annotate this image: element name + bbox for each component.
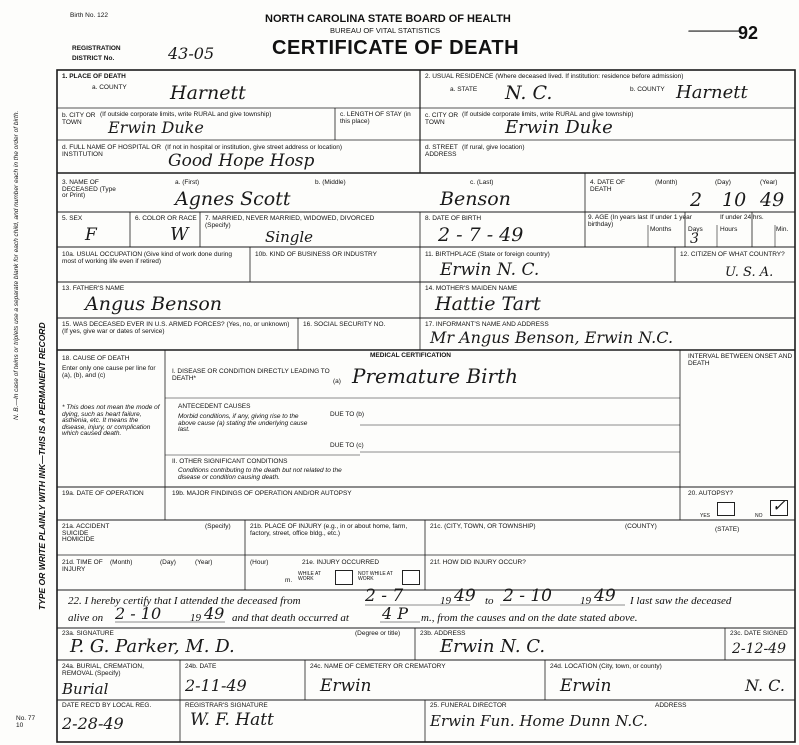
cemetery-label: 24c. NAME OF CEMETERY OR CREMATORY [310,663,446,670]
under-24-hrs-label: If under 24 hrs. [720,214,764,221]
part-two-label: II. OTHER SIGNIFICANT CONDITIONS [172,458,288,465]
res-street-note: (If rural, give location) [462,144,525,151]
age-months-label: Months [650,226,672,233]
registration-label: REGISTRATION [72,45,121,52]
dob-value: 2 - 7 - 49 [438,224,524,246]
injury-occurred-label: 21e. INJURY OCCURRED [302,559,380,566]
deceased-first-middle: Agnes Scott [175,188,291,210]
sex-label: 5. SEX [62,215,83,222]
degree-label: (Degree or title) [355,630,401,637]
certify-to-word: to [485,595,494,607]
sex-value: F [85,225,97,245]
father-label: 13. FATHER'S NAME [62,285,125,292]
certify-from-year: 49 [454,586,476,606]
stamp-dash: ⸻ [686,18,741,43]
while-at-work-checkbox[interactable] [335,570,353,585]
res-city-value: Erwin Duke [505,117,613,138]
district-label: DISTRICT No. [72,55,115,62]
dod-year-label: (Year) [760,179,778,186]
burial-date-value: 2-11-49 [185,676,247,695]
ssn-label: 16. SOCIAL SECURITY NO. [303,321,386,328]
accident-specify: (Specify) [205,523,231,530]
reg-date-value: 2-28-49 [62,714,124,733]
accident-label: 21a. ACCIDENT SUICIDE HOMICIDE [62,523,110,543]
cert-address-value: Erwin N. C. [440,636,546,657]
certify-death-time: 4 P [382,604,409,623]
pod-city-value: Erwin Duke [108,118,204,137]
board-title: NORTH CAROLINA STATE BOARD OF HEALTH [265,13,511,25]
margin-permanent-record-note: TYPE OR WRITE PLAINLY WITH INK—THIS IS A PERMANENT RECORD [37,322,47,610]
cause-of-death-label: 18. CAUSE OF DEATH [62,355,130,362]
res-state-value: N. C. [505,82,553,104]
certify-alive-on: 2 - 10 [115,604,162,623]
pod-county-value: Harnett [170,82,246,104]
burial-location-label: 24d. LOCATION (City, town, or county) [550,663,662,670]
certify-to-year: 49 [594,586,616,606]
last-name-label: c. (Last) [470,179,494,186]
autopsy-yes-label: YES [700,513,711,519]
certify-text-4: and that death occurred at [232,612,349,624]
certify-to-date: 2 - 10 [503,586,552,606]
pod-stay-label: c. LENGTH OF STAY (in this place) [340,111,411,125]
citizen-value: U. S. A. [725,265,774,280]
cause-instruction: Enter only one cause per line for (a), (b), and (c) [62,365,156,379]
part-one-label: I. DISEASE OR CONDITION DIRECTLY LEADING TO DEATH* [172,368,330,382]
business-label: 10b. KIND OF BUSINESS OR INDUSTRY [255,251,377,258]
father-value: Angus Benson [85,293,223,315]
birthplace-value: Erwin N. C. [440,260,540,280]
how-injury-occurred-label: 21f. HOW DID INJURY OCCUR? [430,559,526,566]
interval-label: INTERVAL BETWEEN ONSET AND DEATH [688,353,793,367]
pod-city-label: b. CITY OR TOWN [62,112,96,126]
age-min-label: Min. [776,226,789,233]
dod-month-label: (Month) [655,179,678,186]
pod-hospital-note: (If not in hospital or institution, give street address or location) [165,144,343,151]
reg-date-label: DATE REC'D BY LOCAL REG. [62,702,152,709]
armed-forces-label: 15. WAS DECEASED EVER IN U.S. ARMED FORCES? (Yes, no, or unknown) (If yes, give war or dates of service) [62,321,290,335]
operation-findings-label: 19b. MAJOR FINDINGS OF OPERATION AND/OR AUTOPSY [172,490,352,497]
due-to-c-label: DUE TO (c) [330,442,364,449]
operation-date-label: 19a. DATE OF OPERATION [62,490,144,497]
age-hours-label: Hours [720,226,738,233]
while-at-work-label: WHILE AT WORK [298,571,321,582]
physician-signature: P. G. Parker, M. D. [70,636,235,657]
res-city-note: (If outside corporate limits, write RURAL and give township) [462,111,634,118]
burial-location-state: N. C. [745,676,785,695]
certify-alive-19: 19 [190,612,201,624]
due-to-b-label: DUE TO (b) [330,411,365,418]
informant-value: Mr Angus Benson, Erwin N.C. [430,328,674,347]
autopsy-check-mark: ✓ [772,496,786,515]
injury-place-label: 21b. PLACE OF INJURY (e.g., in or about home, farm, factory, street, office bldg., etc.) [250,523,408,537]
registrar-signature: W. F. Hatt [190,710,274,730]
age-days-label: Days [688,226,703,233]
certificate-title: CERTIFICATE OF DEATH [272,37,520,59]
pod-hospital-label: d. FULL NAME OF HOSPITAL OR INSTITUTION [62,144,162,158]
part-two-note: Conditions contributing to the death but not related to the disease or condition causing death. [178,467,342,481]
not-while-at-work-label: NOT WHILE AT WORK [358,571,393,582]
cause-a-value: Premature Birth [352,364,518,388]
autopsy-yes-checkbox[interactable] [717,502,735,516]
certify-from-19: 19 [440,595,451,607]
race-label: 6. COLOR OR RACE [135,215,197,222]
mother-label: 14. MOTHER'S MAIDEN NAME [425,285,518,292]
certify-text-1: 22. I hereby certify that I attended the deceased from [68,595,301,607]
pod-county-label: a. COUNTY [92,84,127,91]
pod-city-note: (If outside corporate limits, write RURAL and give township) [100,111,272,118]
marital-value: Single [265,228,314,246]
injury-state-label: (STATE) [715,526,740,533]
injury-year-label: (Year) [195,559,213,566]
age-label: 9. AGE (In years last birthday) [588,214,648,228]
funeral-director-value: Erwin Fun. Home Dunn N.C. [430,712,648,730]
injury-m-label: m. [285,577,293,584]
morbid-conditions-note: Morbid conditions, if any, giving rise to the above cause (a) stating the underlying cause last. [178,413,308,433]
deceased-name-label: 3. NAME OF DECEASED (Type or Print) [62,179,116,199]
injury-day-label: (Day) [160,559,176,566]
funeral-address-label: ADDRESS [655,702,687,709]
dod-year: 49 [760,189,785,211]
burial-value: Burial [62,680,109,698]
medical-cert-header: MEDICAL CERTIFICATION [370,352,452,359]
certify-text-5: m., from the causes and on the date stated above. [421,612,638,624]
dod-day: 10 [722,189,747,211]
dod-month: 2 [690,189,703,211]
birth-number: Birth No. 122 [70,12,108,19]
residence-label: 2. USUAL RESIDENCE (Where deceased lived. If institution: residence before admission) [425,73,684,80]
certify-text-2: I last saw the deceased [630,595,732,607]
dod-day-label: (Day) [715,179,731,186]
dob-label: 8. DATE OF BIRTH [425,215,482,222]
date-of-death-label: 4. DATE OF DEATH [590,179,625,193]
date-signed-value: 2-12-49 [732,641,786,657]
antecedent-causes-label: ANTECEDENT CAUSES [178,403,251,410]
injury-time-label: 21d. TIME OF INJURY [62,559,103,573]
first-name-label: a. (First) [175,179,200,186]
res-county-value: Harnett [676,82,748,103]
not-while-at-work-checkbox[interactable] [402,570,420,585]
bureau-title: BUREAU OF VITAL STATISTICS [330,26,441,35]
res-state-label: a. STATE [450,86,478,93]
stamp-number: 92 [738,23,759,43]
district-number: 43-05 [168,44,215,63]
citizen-label: 12. CITIZEN OF WHAT COUNTRY? [680,251,785,258]
burial-date-label: 24b. DATE [185,663,217,670]
line-a-label: (a) [333,378,341,385]
margin-form-number: No. 77 10 [16,715,36,729]
burial-label: 24a. BURIAL, CREMATION, REMOVAL (Specify) [62,663,144,677]
birthplace-label: 11. BIRTHPLACE (State or foreign country) [425,251,550,258]
under-one-year-label: If under 1 year [650,214,692,221]
certify-to-19: 19 [580,595,591,607]
informant-label: 17. INFORMANT'S NAME AND ADDRESS [425,321,549,328]
injury-month-label: (Month) [110,559,133,566]
deceased-last-name: Benson [440,188,511,210]
cemetery-value: Erwin [320,676,372,696]
certify-alive-year: 49 [204,604,225,623]
registrar-label: REGISTRAR'S SIGNATURE [185,702,268,709]
autopsy-label: 20. AUTOPSY? [688,490,734,497]
res-street-label: d. STREET ADDRESS [425,144,458,158]
cert-address-label: 23b. ADDRESS [420,630,466,637]
funeral-director-label: 25. FUNERAL DIRECTOR [430,702,507,709]
occupation-label: 10a. USUAL OCCUPATION (Give kind of work done during most of working life even if retired) [62,251,233,265]
injury-county-label: (COUNTY) [625,523,657,530]
signature-label: 23a. SIGNATURE [62,630,114,637]
mother-value: Hattie Tart [435,293,541,315]
certify-text-3: alive on [68,612,104,624]
res-city-label: c. CITY OR TOWN [425,112,459,126]
marital-label: 7. MARRIED, NEVER MARRIED, WIDOWED, DIVORCED (Specify) [205,215,375,229]
place-of-death-label: 1. PLACE OF DEATH [62,73,126,80]
injury-hour-label: (Hour) [250,559,269,566]
burial-location-city: Erwin [560,676,612,696]
pod-hospital-value: Good Hope Hosp [168,151,315,171]
mode-of-dying-note: * This does not mean the mode of dying, such as heart failure, asthenia, etc. It means the disease, injury, or complication which caused death. [62,404,160,437]
race-value: W [170,224,189,245]
autopsy-no-label: NO [755,513,763,519]
certify-from-date: 2 - 7 [365,586,404,606]
date-signed-label: 23c. DATE SIGNED [730,630,788,637]
res-county-label: b. COUNTY [630,86,665,93]
middle-name-label: b. (Middle) [315,179,346,186]
age-days-value: 3 [690,231,699,247]
injury-city-label: 21c. (CITY, TOWN, OR TOWNSHIP) [430,523,536,530]
margin-twins-note: N. B.—In case of twins or triplets use a separate blank for each child, and number each in the order of birth. [13,110,20,420]
